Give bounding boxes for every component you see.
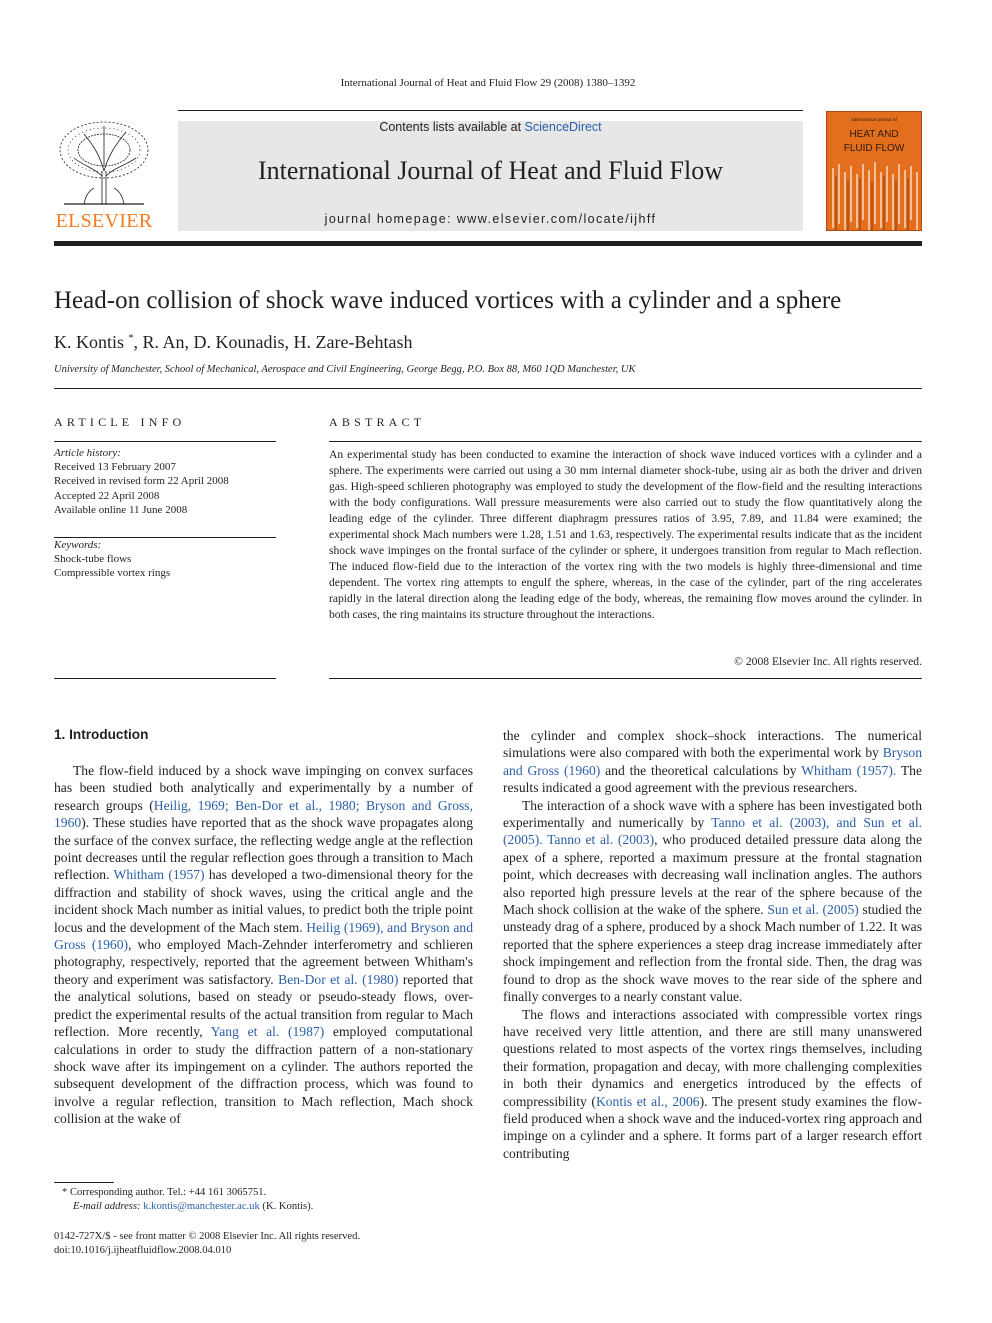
author-rest: , R. An, D. Kounadis, H. Zare-Behtash bbox=[133, 332, 413, 352]
abstract-heading: ABSTRACT bbox=[329, 415, 426, 429]
reference-link[interactable]: Sun et al. (2005) bbox=[767, 902, 859, 918]
text-run: employed computational calculations in order to study the diffraction pattern of a non-stationary shock wave after its impingement on a cylinder. The authors reported the subsequent development of the diffraction process, which was found to involve a regular reflection, transition to Mach reflection, Mach shock collision at the wake of bbox=[54, 1024, 473, 1127]
email-label: E-mail address: bbox=[73, 1201, 144, 1212]
affiliation-rule bbox=[54, 388, 922, 389]
header-thick-rule bbox=[54, 241, 922, 246]
footer-meta bbox=[54, 1230, 554, 1258]
text-run: The results indicated a good agreement with the previous researchers. bbox=[503, 762, 923, 796]
article-info-rule-top bbox=[54, 441, 276, 442]
sciencedirect-link[interactable]: ScienceDirect bbox=[524, 120, 602, 134]
body-column-left bbox=[54, 762, 473, 1128]
text-run: The flow-field induced by a shock wave impinging on convex surfaces has been studied both analytically and experimentally by a number of research groups ( bbox=[54, 763, 473, 813]
reference-link[interactable]: Tanno et al. (2003), and Sun et al. (2005). bbox=[503, 815, 922, 848]
footnote bbox=[54, 1186, 473, 1214]
keywords-label: Keywords: bbox=[54, 539, 102, 551]
text-run: reported that the analytical solutions, based on steady or pseudo-steady flows, over-predict the experimental results of the actual transition from regular to Mach reflection. More recently, bbox=[54, 971, 473, 1040]
footnote-corresponding bbox=[54, 1186, 473, 1200]
intro-paragraph-3 bbox=[503, 1006, 922, 1163]
text-run: , who employed Mach-Zehnder interferometry and schlieren photography, respectively, reported that the agreement between Whitham's theory and experiment was satisfactory. bbox=[54, 937, 473, 987]
contents-prefix: Contents lists available at bbox=[379, 120, 525, 134]
text-run: ). The present study examines the flow-field produced when a shock wave and the induced-vortex ring approach and impinge on a cylinder and a sphere. It forms part of a larger research effort contributing bbox=[503, 1093, 922, 1161]
journal-citation: International Journal of Heat and Fluid Flow 29 (2008) 1380–1392 bbox=[340, 77, 636, 89]
keyword-item: Shock-tube flows bbox=[54, 553, 132, 566]
history-accepted: Accepted 22 April 2008 bbox=[54, 489, 160, 502]
history-online: Available online 11 June 2008 bbox=[54, 503, 188, 516]
journal-name: International Journal of Heat and Fluid Flow bbox=[257, 156, 724, 185]
article-info-heading: ARTICLE INFO bbox=[54, 415, 186, 429]
text-run: , who produced detailed pressure data along the apex of a sphere, reported a maximum pressure at the frontal stagnation point, which decreases with decreasing wall inclination angles. The authors also reported high pressure levels at the rear of the sphere because of the Mach shock collision at the wake of the sphere. bbox=[503, 832, 923, 918]
reference-link[interactable]: Whitham (1957). bbox=[801, 762, 897, 778]
intro-paragraph-1-continued bbox=[503, 727, 922, 797]
cover-title-line1: HEAT AND bbox=[849, 129, 899, 140]
reference-link[interactable]: Yang et al. (1987) bbox=[210, 1024, 325, 1040]
cover-supertitle: international journal of bbox=[850, 118, 898, 123]
reference-link[interactable]: Heilig (1969), and Bryson and Gross (1960) bbox=[54, 919, 473, 953]
reference-link[interactable]: Bryson and Gross (1960) bbox=[503, 745, 922, 778]
cover-title bbox=[827, 128, 921, 156]
reference-link[interactable]: Kontis et al., 2006 bbox=[595, 1093, 700, 1109]
cover-title-line2: FLUID FLOW bbox=[843, 143, 905, 154]
journal-homepage[interactable]: journal homepage: www.elsevier.com/locate/ijhff bbox=[324, 212, 657, 226]
article-info-rule-bottom bbox=[54, 678, 276, 679]
abstract-rule-top bbox=[329, 441, 922, 442]
article-history bbox=[54, 446, 276, 517]
abstract-text: An experimental study has been conducted to examine the interaction of shock wave induced vortices with a cylinder and a sphere. The experiments were carried out using a 30 mm internal diameter shock-tube, using air as both the driver and driven gas. High-speed schlieren photography was employed to study the development of the flow-field and the resulting interactions with the body configurations. Wall pressure measurements were also carried out to study the flow quantitatively along the leading edge of the cylinder. Three different diaphragm pressures ratios of 3.95, 7.89, and 11.84 were examined; the experimental shock Mach numbers were 1.28, 1.51 and 1.63, respectively. The experimental results indicate that as the incident shock wave impinges on the frontal surface of the cylinder or sphere, it undergoes transition from regular to Mach reflection. The induced flow-field due to the interaction of the vortex ring with the two models is highly three-dimensional and time dependent. The vortex ring attempts to engulf the sphere, whereas, in the case of the cylinder, part of the ring accelerates rapidly in the lateral direction along the leading edge of the body, whereas, the remaining flow moves around the cylinder. In both cases, the ring maintains its structure throughout the interactions. bbox=[329, 448, 922, 621]
text-run: The flows and interactions associated with compressible vortex rings have received very little attention, and there are still many unanswered questions related to most aspects of the vortex rings themselves, including their formation, propagation and decay, with more challenging complexities in both their dynamics and energetics introduced by the effects of compressibility ( bbox=[503, 1006, 922, 1109]
header-rule bbox=[178, 110, 803, 111]
email-link[interactable]: k.kontis@manchester.ac.uk bbox=[143, 1201, 260, 1212]
intro-paragraph-2 bbox=[503, 797, 922, 1006]
elsevier-wordmark: ELSEVIER bbox=[55, 210, 153, 232]
footnote-rule bbox=[54, 1182, 114, 1183]
article-authors bbox=[54, 332, 412, 353]
text-run: and the theoretical calculations by bbox=[600, 762, 802, 778]
text-run: The interaction of a shock wave with a sphere has been investigated both experimentally and numerically by bbox=[503, 797, 922, 831]
journal-cover bbox=[826, 111, 922, 231]
text-run: ). These studies have reported that as the shock wave propagates along the surface of the convex surface, the reflecting wedge angle at the reflection point decreases until the regular reflection goes through a transition to Mach reflection. bbox=[54, 815, 473, 883]
author-affiliation: University of Manchester, School of Mechanical, Aerospace and Civil Engineering, George Begg, P.O. Box 88, M60 1QD Manchester, UK bbox=[54, 364, 636, 375]
footnote-mark: * bbox=[62, 1187, 68, 1198]
text-run: studied the unsteady drag of a sphere, produced by a shock Mach number of 1.22. It was reported that the sphere experiences a steep drag increase immediately after shock impingement and reflection from the frontal side. Then, the drag was found to drop as the shock wave moves to the rear side of the sphere and finally converges to a nearly constant value. bbox=[503, 902, 922, 1005]
body-column-right bbox=[503, 727, 922, 1162]
section-heading-introduction: 1. Introduction bbox=[54, 727, 149, 742]
contents-line bbox=[178, 120, 803, 134]
history-received: Received 13 February 2007 bbox=[54, 461, 176, 474]
abstract-copyright: © 2008 Elsevier Inc. All rights reserved. bbox=[734, 655, 922, 668]
reference-link[interactable]: Tanno et al. (2003) bbox=[547, 832, 655, 848]
article-title: Head-on collision of shock wave induced vortices with a cylinder and a sphere bbox=[54, 287, 842, 314]
doi-line[interactable]: doi:10.1016/j.ijheatfluidflow.2008.04.010 bbox=[54, 1245, 232, 1256]
footnote-corr-text: Corresponding author. Tel.: +44 161 3065751. bbox=[67, 1187, 267, 1198]
text-run: has developed a two-dimensional theory for the diffraction and stability of shock waves, using the critical angle and the incident shock Mach number as initial values, to predict both the triple point locus and the development of the Mach stem. bbox=[54, 867, 473, 935]
history-revised: Received in revised form 22 April 2008 bbox=[54, 475, 229, 488]
cover-pattern-graphic bbox=[827, 162, 922, 231]
reference-link[interactable]: Whitham (1957) bbox=[113, 867, 205, 883]
issn-line: 0142-727X/$ - see front matter © 2008 Elsevier Inc. All rights reserved. bbox=[54, 1231, 361, 1242]
footnote-email bbox=[54, 1200, 473, 1214]
intro-paragraph-1 bbox=[54, 762, 473, 1128]
corresponding-author-mark[interactable]: * bbox=[128, 333, 134, 344]
text-run: the cylinder and complex shock–shock interactions. The numerical simulations were also compared with both the experimental work by bbox=[503, 728, 922, 761]
email-suffix: (K. Kontis). bbox=[259, 1201, 314, 1212]
article-history-label: Article history: bbox=[54, 447, 121, 459]
reference-link[interactable]: Heilig, 1969; Ben-Dor et al., 1980; Bryson and Gross, 1960 bbox=[54, 797, 473, 831]
keywords bbox=[54, 538, 276, 581]
reference-link[interactable]: Ben-Dor et al. (1980) bbox=[278, 971, 399, 987]
author-first: K. Kontis bbox=[54, 332, 129, 352]
abstract-rule-bottom bbox=[329, 678, 922, 679]
keyword-item: Compressible vortex rings bbox=[54, 567, 171, 580]
